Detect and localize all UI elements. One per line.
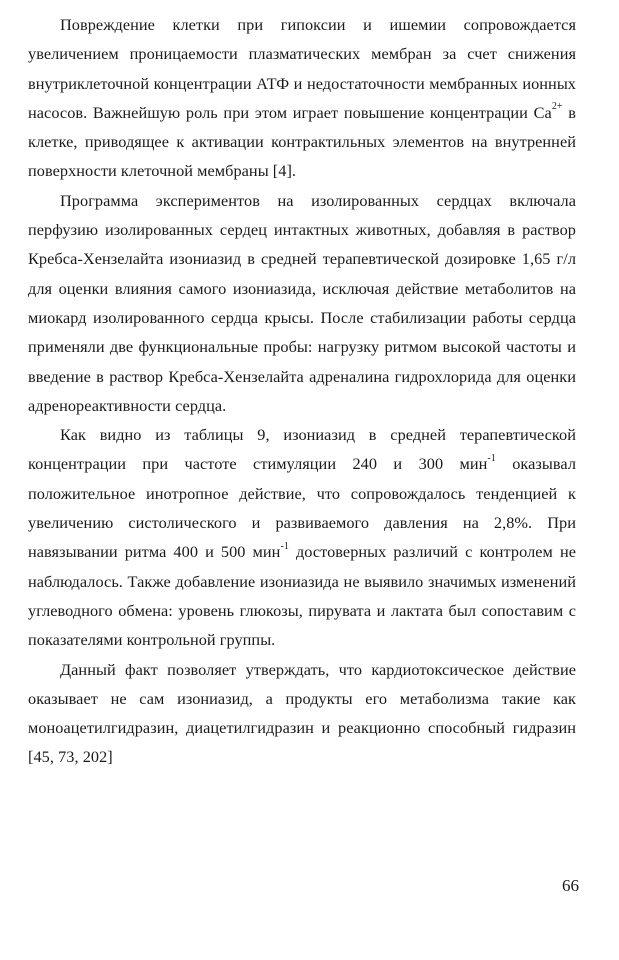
paragraph-table-results xyxy=(28,420,576,654)
superscript-unit: -1 xyxy=(280,540,289,552)
paragraph-text: Данный факт позволяет утверждать, что кардиотоксическое действие оказывает не сам изониазид, а продукты его метаболизма такие как моноацетилгидразин, диацетилгидразин и реакционно способный гидразин [45, 73, 202] xyxy=(28,659,576,767)
paragraph-text: в клетке, приводящее к активации контрактильных элементов на внутренней поверхности клеточной мембраны [4]. xyxy=(28,102,577,181)
paragraph-hypoxia-damage xyxy=(28,10,576,186)
superscript-unit: -1 xyxy=(487,453,496,465)
page-number: 66 xyxy=(562,876,579,895)
paragraph-text: Повреждение клетки при гипоксии и ишемии сопровождается увеличением проницаемости плазматических мембран за счет снижения внутриклеточной концентрации АТФ и недостаточности мембранных ионных насосов. Важнейшую роль при этом играет повышение концентрации Са xyxy=(28,15,576,122)
paragraph-text: Как видно из таблицы 9, изониазид в средней терапевтической концентрации при частоте стимуляции 240 и 300 мин xyxy=(28,425,576,474)
paragraph-text: достоверных различий с контролем не наблюдалось. Также добавление изониазида не выявило значимых изменений углеводного обмена: уровень глюкозы, пирувата и лактата был сопоставим с показателями контрольной группы. xyxy=(28,542,577,650)
paragraph-experiment-program xyxy=(28,186,576,420)
document-page xyxy=(28,10,576,772)
paragraph-conclusion xyxy=(28,655,576,772)
paragraph-text: оказывал положительное инотропное действие, что сопровождалось тенденцией к увеличению систолического и развиваемого давления на 2,8%. При навязывании ритма 400 и 500 мин xyxy=(28,454,576,562)
paragraph-text: Программа экспериментов на изолированных сердцах включала перфузию изолированных сердец интактных животных, добавляя в раствор Кребса-Хензелайта изониазид в средней терапевтической дозировке 1,65 г/л для оценки влияния самого изониазида, исключая действие метаболитов на миокард изолированного сердца крысы. После стабилизации работы сердца применяли две функциональные пробы: нагрузку ритмом высокой частоты и введение в раствор Кребса-Хензелайта адреналина гидрохлорида для оценки адренореактивности сердца. xyxy=(28,190,576,415)
superscript-charge: 2+ xyxy=(551,101,563,113)
